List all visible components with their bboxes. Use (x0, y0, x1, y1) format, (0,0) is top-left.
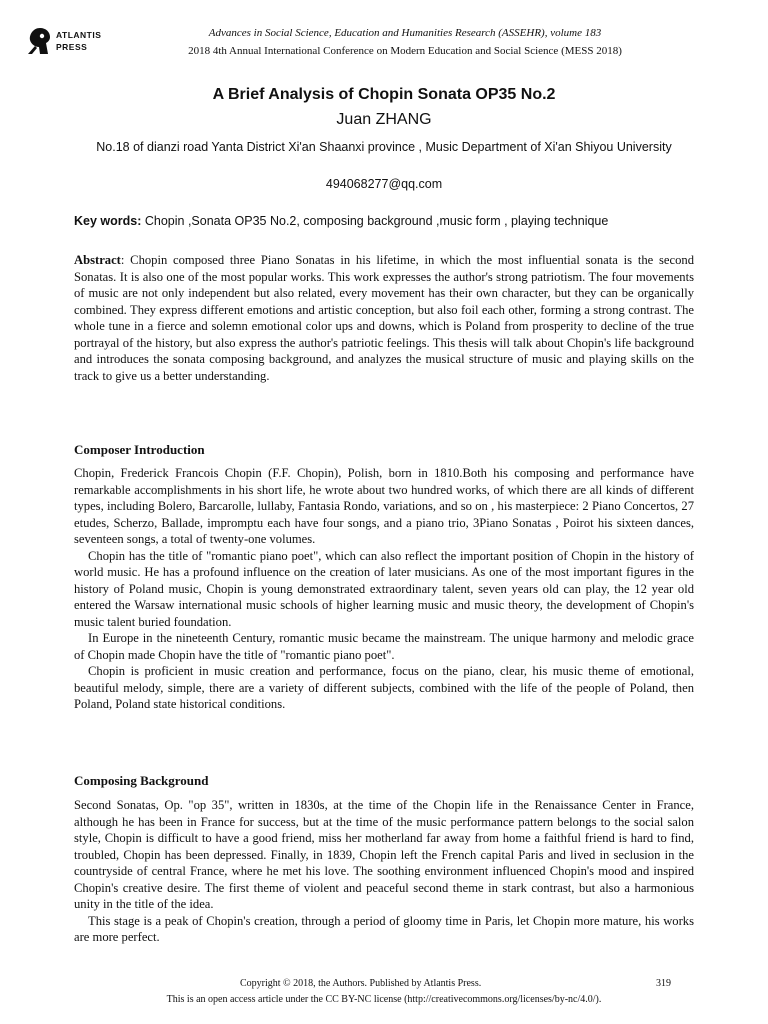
author-email: 494068277@qq.com (325, 177, 443, 191)
abstract (74, 252, 694, 384)
keywords (74, 214, 694, 228)
conference-header: 2018 4th Annual International Conference on Modern Education and Social Science (MESS 2018) (188, 45, 622, 57)
author-affiliation: No.18 of dianzi road Yanta District Xi'an Shaanxi province , Music Department of Xi'an Shiyou University (96, 140, 672, 154)
journal-header: Advances in Social Science, Education and Humanities Research (ASSEHR), volume 183 (208, 27, 602, 39)
copyright-notice: Copyright © 2018, the Authors. Published by Atlantis Press. (240, 978, 482, 989)
abstract-label: Abstract (74, 253, 121, 267)
section-heading: Composer Introduction (74, 442, 205, 457)
paragraph: In Europe in the nineteenth Century, romantic music became the mainstream. The unique harmony and melodic grace of Chopin made Chopin have the title of "romantic piano poet". (74, 631, 694, 662)
section-body (74, 797, 694, 946)
keywords-label: Key words: (74, 214, 142, 228)
publisher-name: ATLANTIS PRESS (56, 30, 102, 52)
keywords-text: Chopin ,Sonata OP35 No.2, composing background ,music form , playing technique (144, 214, 609, 228)
publisher-logo (26, 26, 116, 58)
paragraph: Chopin has the title of "romantic piano poet", which can also reflect the important position of Chopin in the history of world music. He has a profound influence on the creation of later musicians. As one of the most important figures in the history of Poland music, Chopin is young demonstrated extraordinary talent, seven years old can play, the 12 year old entered the Warsaw international music schools of higher learning music and music theory, the development of Chopin's music talent buried foundation. (74, 548, 694, 629)
atlantis-logo-icon (26, 26, 54, 56)
license-notice: This is an open access article under the CC BY-NC license (http://creativecommons.org/licenses/by-nc/4.0/). (166, 994, 602, 1005)
abstract-text: : Chopin composed three Piano Sonatas in his lifetime, in which the most influential sonata is the second Sonatas. It is also one of the most popular works. This work expresses the author's strong patriotism. The four movements of music are not only independent but also related, every movement has their own character, but they can be organically combined. They express different emotions and artistic conception, but also foil each other, forming a strong contrast. The whole tune in a fierce and solemn emotional color ups and downs, which is Poland from prosperity to decline of the true portrayal of the history, but also express the author's patriotic feelings. This thesis will talk about Chopin's life background and introduces the sonata composing background, and analyzes the musical structure of music and playing skills on the track to give us a better understanding. (74, 253, 694, 383)
page-number: 319 (656, 978, 671, 989)
section-body (74, 465, 694, 713)
paragraph: Chopin is proficient in music creation and performance, focus on the piano, clear, his music theme of emotional, beautiful melody, simple, there are a variety of different subjects, combined with the life of the people of Poland, then Poland, Poland state historical conditions. (74, 664, 694, 711)
paragraph: This stage is a peak of Chopin's creation, through a period of gloomy time in Paris, let Chopin more mature, his works are more perfect. (74, 913, 694, 944)
paragraph: Second Sonatas, Op. "op 35", written in 1830s, at the time of the Chopin life in the Renaissance Center in France, although he has been in France for success, but at the time of the music performance pattern belongs to the social salon style, Chopin is difficult to have a good friend, miss her motherland far away from home a faithful friend is hard to find, troubled, Chopin has been depressed. Finally, in 1839, Chopin left the French capital Paris and lived in seclusion in the countryside of central France, where he met his love. The soothing environment influenced Chopin's mood and inspired Chopin's creative desire. The first theme of violent and peaceful second theme in stark contrast, but also a harmonious unity in the title of the idea. (74, 798, 694, 911)
section-heading: Composing Background (74, 773, 209, 788)
author-name: Juan ZHANG (336, 111, 432, 128)
paragraph: Chopin, Frederick Francois Chopin (F.F. Chopin), Polish, born in 1810.Both his composing and performance have remarkable accomplishments in his short life, he wrote about two hundred works, of which there are all kinds of different types, including Bolero, Barcarolle, lullaby, Fantasia Rondo, variations, and so on , his masterpiece: 2 Piano Concertos, 27 etudes, Scherzo, Ballade, impromptu each have four songs, and a piano trio, 3Piano Sonatas , Poirot his sixteen dances, seventeen songs, a total of twenty-one volumes. (74, 466, 694, 546)
paper-title: A Brief Analysis of Chopin Sonata OP35 No.2 (212, 86, 556, 103)
